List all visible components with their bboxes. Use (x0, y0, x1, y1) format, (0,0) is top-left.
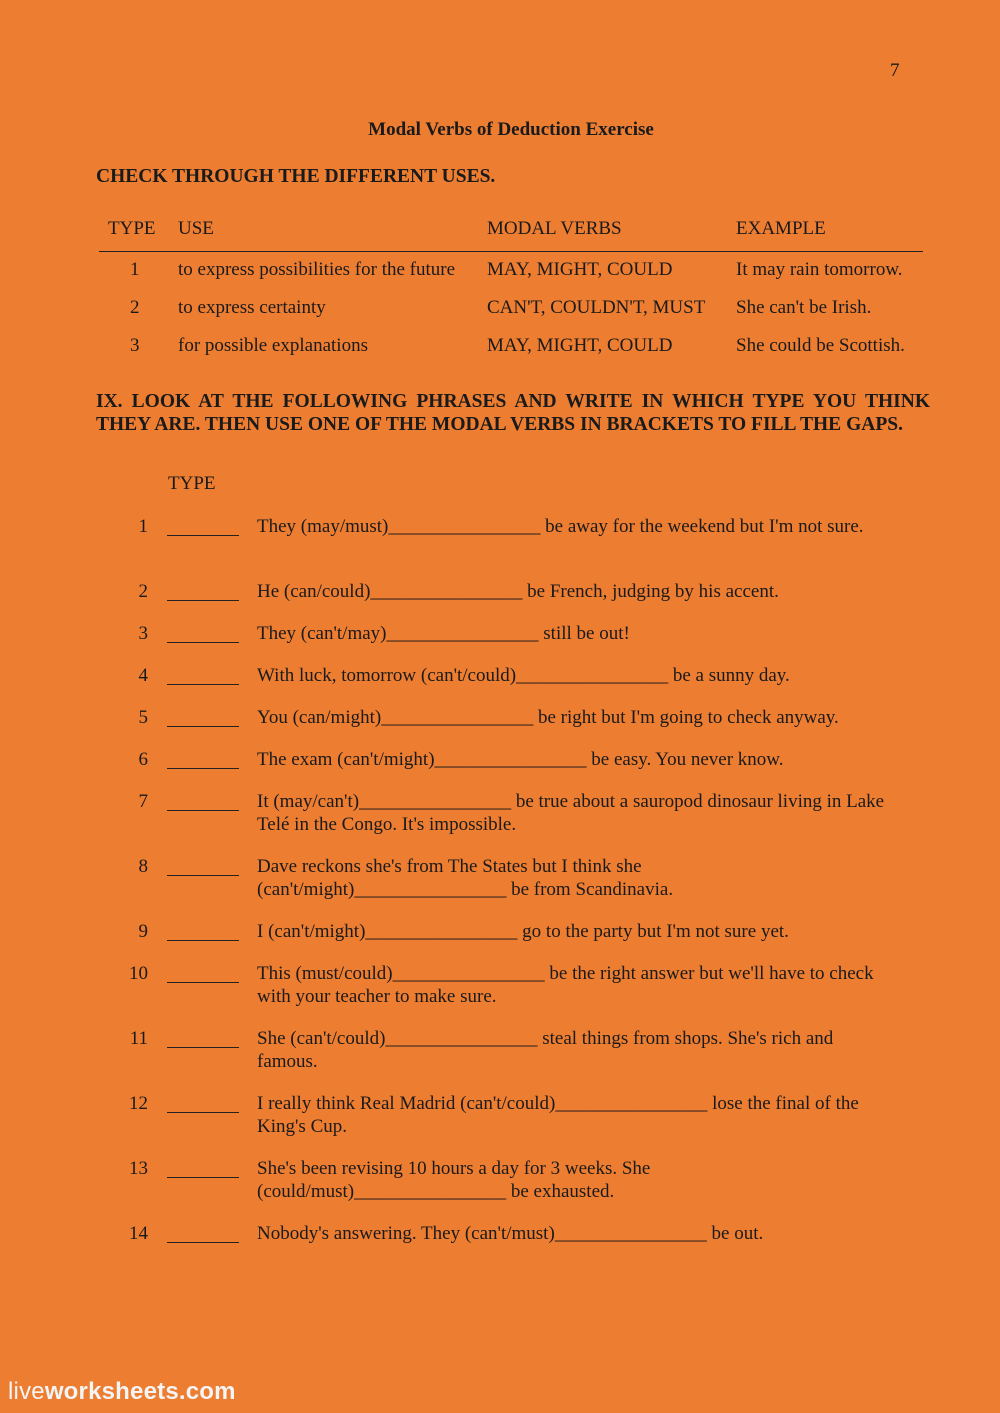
sentence-end: be easy. You never know. (586, 749, 784, 770)
exercise-number: 13 (129, 1158, 148, 1179)
exercise-sentence (257, 664, 887, 687)
type-answer-blank[interactable] (167, 580, 239, 601)
exercise-sentence (257, 1157, 887, 1203)
sentence-end: be a sunny day. (668, 665, 790, 686)
type-answer-blank[interactable] (167, 962, 239, 983)
modal-verb-gap[interactable]: ________________ (516, 665, 669, 686)
sentence-end: be out. (706, 1223, 764, 1244)
sentence-start: She's been revising 10 hours a day for 3 weeks. She (could/must) (257, 1158, 651, 1202)
type-answer-blank[interactable] (167, 515, 239, 536)
sentence-start: Nobody's answering. They (can't/must) (257, 1223, 555, 1244)
sentence-start: It (may/can't) (257, 791, 360, 812)
exercise-instructions: IX. LOOK AT THE FOLLOWING PHRASES AND WRITE IN WHICH TYPE YOU THINK THEY ARE. THEN USE ONE OF THE MODAL VERBS IN BRACKETS TO FILL THE GAPS. (96, 391, 930, 435)
row-type: 3 (130, 335, 140, 356)
modal-verb-gap[interactable]: ________________ (359, 791, 512, 812)
exercise-number: 10 (129, 963, 148, 984)
exercise-sentence (257, 1222, 887, 1245)
exercise-sentence (257, 622, 887, 645)
document-title: Modal Verbs of Deduction Exercise (368, 119, 654, 140)
section-heading: CHECK THROUGH THE DIFFERENT USES. (96, 166, 496, 187)
sentence-end: be true about a sauropod dinosaur living in Lake Telé in the Congo. It's impossible. (257, 791, 885, 835)
sentence-start: They (can't/may) (257, 623, 387, 644)
exercise-sentence (257, 920, 887, 943)
sentence-start: You (can/might) (257, 707, 382, 728)
modal-verb-gap[interactable]: ________________ (386, 623, 539, 644)
type-answer-blank[interactable] (167, 706, 239, 727)
type-answer-blank[interactable] (167, 1157, 239, 1178)
row-example: She could be Scottish. (736, 335, 905, 356)
modal-verb-gap[interactable]: ________________ (354, 1181, 507, 1202)
logo-light-text: live (8, 1378, 45, 1405)
exercise-sentence (257, 748, 887, 771)
exercise-sentence (257, 962, 887, 1008)
liveworksheets-logo (8, 1378, 236, 1406)
type-answer-blank[interactable] (167, 855, 239, 876)
modal-verb-gap[interactable]: ________________ (381, 707, 534, 728)
modal-verb-gap[interactable]: ________________ (385, 1028, 538, 1049)
row-type: 2 (130, 297, 140, 318)
type-answer-blank[interactable] (167, 790, 239, 811)
type-answer-blank[interactable] (167, 1222, 239, 1243)
modal-verb-gap[interactable]: ________________ (554, 1223, 707, 1244)
sentence-start: He (can/could) (257, 581, 371, 602)
sentence-end: steal things from shops. She's rich and famous. (257, 1028, 834, 1072)
sentence-end: be from Scandinavia. (506, 879, 674, 900)
exercise-sentence (257, 855, 887, 901)
sentence-start: With luck, tomorrow (can't/could) (257, 665, 517, 686)
modal-verb-gap[interactable]: ________________ (392, 963, 545, 984)
modal-verb-gap[interactable]: ________________ (354, 879, 507, 900)
type-answer-blank[interactable] (167, 1027, 239, 1048)
uses-table (99, 218, 923, 373)
page-number: 7 (890, 60, 900, 81)
sentence-start: Dave reckons she's from The States but I think she (can't/might) (257, 856, 642, 900)
row-modal: CAN'T, COULDN'T, MUST (487, 297, 706, 318)
type-column-label: TYPE (168, 473, 216, 494)
sentence-end: lose the final of the King's Cup. (257, 1093, 859, 1137)
row-example: She can't be Irish. (736, 297, 872, 318)
sentence-end: go to the party but I'm not sure yet. (517, 921, 789, 942)
exercise-number: 9 (138, 921, 148, 942)
exercise-sentence (257, 706, 887, 729)
sentence-end: be the right answer but we'll have to check with your teacher to make sure. (257, 963, 874, 1007)
type-answer-blank[interactable] (167, 664, 239, 685)
exercise-number: 12 (129, 1093, 148, 1114)
exercise-number: 3 (138, 623, 148, 644)
row-modal: MAY, MIGHT, COULD (487, 335, 673, 356)
exercise-number: 2 (138, 581, 148, 602)
exercise-number: 5 (138, 707, 148, 728)
type-answer-blank[interactable] (167, 748, 239, 769)
modal-verb-gap[interactable]: ________________ (555, 1093, 708, 1114)
row-use: for possible explanations (178, 335, 368, 356)
exercise-sentence (257, 1027, 887, 1073)
sentence-end: be French, judging by his accent. (522, 581, 779, 602)
header-use: USE (178, 218, 214, 239)
exercise-sentence (257, 580, 887, 603)
table-row (99, 335, 923, 373)
exercise-sentence (257, 790, 887, 836)
modal-verb-gap[interactable]: ________________ (370, 581, 523, 602)
header-modal-verbs: MODAL VERBS (487, 218, 622, 239)
type-answer-blank[interactable] (167, 1092, 239, 1113)
exercise-number: 14 (129, 1223, 148, 1244)
sentence-start: I (can't/might) (257, 921, 366, 942)
sentence-start: They (may/must) (257, 516, 389, 537)
modal-verb-gap[interactable]: ________________ (365, 921, 518, 942)
header-type: TYPE (108, 218, 156, 239)
modal-verb-gap[interactable]: ________________ (388, 516, 541, 537)
sentence-end: be exhausted. (506, 1181, 615, 1202)
row-example: It may rain tomorrow. (736, 259, 903, 280)
exercise-sentence (257, 515, 887, 538)
row-use: to express certainty (178, 297, 326, 318)
header-example: EXAMPLE (736, 218, 826, 239)
exercise-number: 7 (138, 791, 148, 812)
sentence-end: be away for the weekend but I'm not sure. (540, 516, 864, 537)
exercise-number: 6 (138, 749, 148, 770)
sentence-end: be right but I'm going to check anyway. (533, 707, 839, 728)
type-answer-blank[interactable] (167, 622, 239, 643)
sentence-start: The exam (can't/might) (257, 749, 435, 770)
table-row (99, 297, 923, 335)
exercise-number: 4 (138, 665, 148, 686)
exercise-sentence (257, 1092, 887, 1138)
exercise-number: 1 (138, 516, 148, 537)
sentence-end: still be out! (538, 623, 630, 644)
uses-table-header (99, 218, 923, 252)
type-answer-blank[interactable] (167, 920, 239, 941)
table-row (99, 259, 923, 297)
sentence-start: I really think Real Madrid (can't/could) (257, 1093, 556, 1114)
row-modal: MAY, MIGHT, COULD (487, 259, 673, 280)
exercise-number: 11 (129, 1028, 148, 1049)
exercise-number: 8 (138, 856, 148, 877)
row-use: to express possibilities for the future (178, 259, 456, 280)
modal-verb-gap[interactable]: ________________ (434, 749, 587, 770)
logo-bold-text: worksheets.com (44, 1378, 236, 1405)
row-type: 1 (130, 259, 140, 280)
sentence-start: This (must/could) (257, 963, 393, 984)
sentence-start: She (can't/could) (257, 1028, 386, 1049)
